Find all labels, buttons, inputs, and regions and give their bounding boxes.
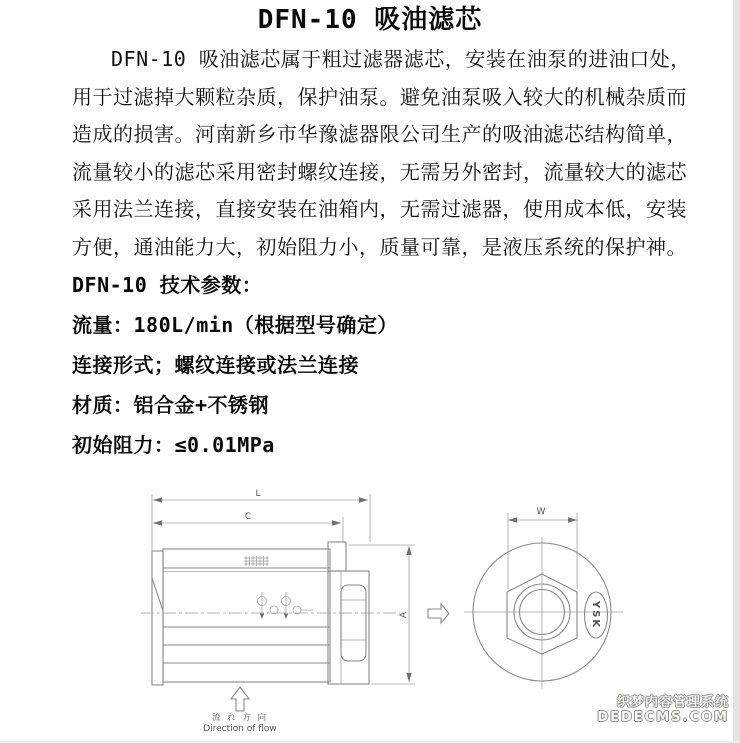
side-view-drawing	[141, 489, 449, 734]
dim-label-a: A	[399, 611, 409, 619]
dim-label-c: C	[244, 512, 252, 522]
watermark-line-cn: 织梦内容管理系统	[616, 695, 729, 710]
mesh-symbol	[244, 556, 269, 566]
spec-flow-rate: 流量：180L/min（根据型号确定）	[72, 313, 398, 337]
valve-symbols	[258, 592, 314, 619]
paragraph-line: 采用法兰连接，直接安装在油箱内，无需过滤器，使用成本低，安装	[72, 197, 687, 221]
filter-body	[141, 549, 400, 685]
watermark	[597, 695, 729, 725]
spec-list	[72, 265, 668, 465]
brand-mark	[585, 592, 608, 638]
arrow-up-icon	[231, 687, 249, 711]
dim-label-l: L	[255, 489, 261, 499]
spec-initial-resistance: 初始阻力：≤0.01MPa	[72, 433, 275, 457]
spec-material: 材质：铝合金+不锈钢	[72, 393, 270, 417]
dimension-l	[153, 489, 368, 503]
dimension-c	[153, 512, 341, 526]
intro-paragraph	[72, 41, 691, 266]
flow-direction	[203, 687, 277, 734]
dimension-a	[399, 546, 412, 682]
page-title: DFN-10 吸油滤芯	[257, 5, 483, 35]
dim-label-w: W	[536, 507, 546, 517]
paragraph-line: 方便，通油能力大，初始阻力小，质量可靠，是液压系统的保护神。	[72, 234, 687, 259]
flow-direction-label-cn: 流 れ 方 向	[211, 713, 269, 723]
paragraph-line: 造成的损害。河南新乡市华豫滤器限公司生产的吸油滤芯结构简单，	[72, 122, 687, 146]
flow-direction-label-en: Direction of flow	[203, 724, 277, 734]
paragraph-line: DFN-10 吸油滤芯属于粗过滤器滤芯，安装在油泵的进油口处，	[111, 47, 691, 71]
paragraph-line: 用于过滤掉大颗粒杂质，保护油泵。避免油泵吸入较大的机械杂质而	[72, 84, 687, 109]
end-view-drawing	[464, 507, 623, 689]
arrow-right-icon	[428, 604, 449, 623]
spec-heading: DFN-10 技术参数：	[72, 273, 263, 297]
brand-label: YSK	[590, 600, 601, 630]
paragraph-line: 流量较小的滤芯采用密封螺纹连接，无需另外密封，流量较大的滤芯	[72, 159, 687, 184]
spec-connection: 连接形式；螺纹连接或法兰连接	[72, 353, 359, 377]
watermark-line-en: DEDECMS.COM	[597, 710, 729, 725]
